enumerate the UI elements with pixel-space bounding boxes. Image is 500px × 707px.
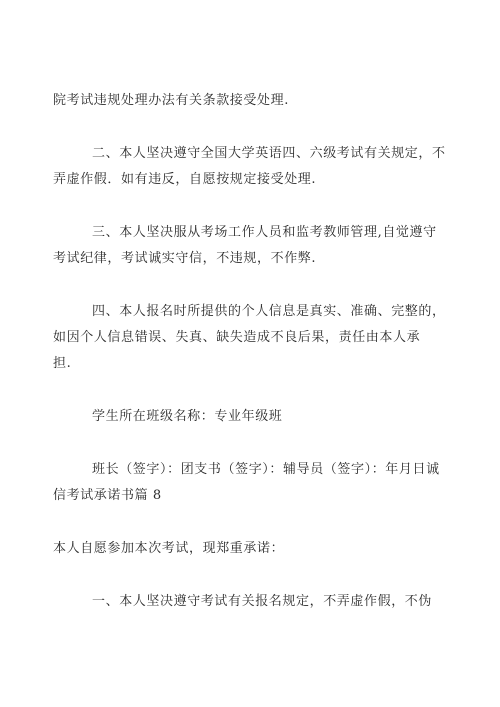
paragraph-line: 三、本人坚决服从考场工作人员和监考教师管理,自觉遵守 <box>92 225 437 240</box>
paragraph-line: 担. <box>53 356 72 371</box>
paragraph-line: 一、本人坚决遵守考试有关报名规定，不弄虚作假，不伪 <box>92 594 433 609</box>
signature-line: 班长（签字）：团支书（签字）：辅导员（签字）：年月日诚 <box>92 462 440 477</box>
paragraph-line: 二、本人坚决遵守全国大学英语四、六级考试有关规定，不 <box>92 146 446 161</box>
paragraph-line: 四、本人报名时所提供的个人信息是真实、准确、完整的， <box>92 304 446 319</box>
section-title-line: 信考试承诺书篇 8 <box>53 488 162 503</box>
paragraph-line: 考试纪律，考试诚实守信，不违规，不作弊. <box>53 251 317 266</box>
paragraph-line: 本人自愿参加本次考试，现郑重承诺： <box>53 541 285 556</box>
paragraph-line: 如因个人信息错误、失真、缺失造成不良后果，责任由本人承 <box>53 330 421 345</box>
paragraph-line: 弄虚作假．如有违反，自愿按规定接受处理. <box>53 172 317 187</box>
paragraph-line: 院考试违规处理办法有关条款接受处理. <box>53 93 289 108</box>
class-name-line: 学生所在班级名称：专业年级班 <box>92 409 283 424</box>
